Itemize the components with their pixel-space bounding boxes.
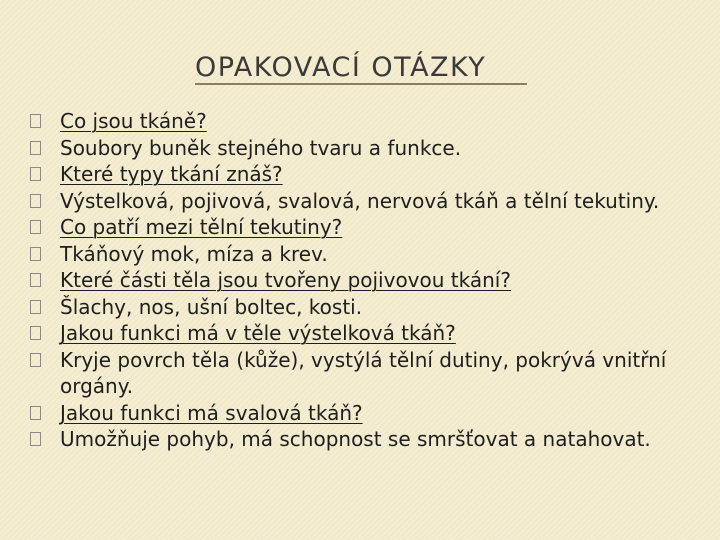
question-text: Jakou funkci má v těle výstelková tkáň? xyxy=(60,321,456,345)
square-box-icon xyxy=(30,300,41,314)
answer-text: Kryje povrch těla (kůže), vystýlá tělní dutiny, pokrývá vnitřní orgány. xyxy=(60,347,667,398)
answer-text: Šlachy, nos, ušní boltec, kosti. xyxy=(60,294,363,319)
slide-title: OPAKOVACÍ OTÁZKY xyxy=(195,52,487,83)
square-box-icon xyxy=(30,406,41,420)
list-item xyxy=(30,400,700,427)
list-item xyxy=(30,135,700,162)
list-item xyxy=(30,294,700,321)
square-box-icon xyxy=(30,114,41,128)
answer-text: Výstelková, pojivová, svalová, nervová tkáň a tělní tekutiny. xyxy=(60,188,660,213)
square-box-icon xyxy=(30,194,41,208)
list-item xyxy=(30,161,700,188)
list-item xyxy=(30,267,700,294)
square-box-icon xyxy=(30,141,41,155)
square-box-icon xyxy=(30,432,41,446)
square-box-icon xyxy=(30,167,41,181)
list-item xyxy=(30,347,700,400)
square-box-icon xyxy=(30,273,41,287)
list-item xyxy=(30,108,700,135)
list-item xyxy=(30,320,700,347)
question-text: Které části těla jsou tvořeny pojivovou tkání? xyxy=(60,268,511,292)
question-text: Co patří mezi tělní tekutiny? xyxy=(60,215,343,239)
qa-list xyxy=(30,108,700,453)
answer-text: Umožňuje pohyb, má schopnost se smršťovat a natahovat. xyxy=(60,427,651,451)
square-box-icon xyxy=(30,353,41,367)
list-item xyxy=(30,241,700,268)
list-item xyxy=(30,188,700,215)
square-box-icon xyxy=(30,247,41,261)
question-text: Jakou funkci má svalová tkáň? xyxy=(60,400,363,425)
list-item xyxy=(30,214,700,241)
question-text: Které typy tkání znáš? xyxy=(60,162,283,186)
list-item xyxy=(30,426,700,453)
answer-text: Soubory buněk stejného tvaru a funkce. xyxy=(60,135,462,160)
square-box-icon xyxy=(30,220,41,234)
question-text: Co jsou tkáně? xyxy=(60,109,207,133)
title-underline xyxy=(195,83,527,85)
answer-text: Tkáňový mok, míza a krev. xyxy=(60,241,328,266)
square-box-icon xyxy=(30,326,41,340)
